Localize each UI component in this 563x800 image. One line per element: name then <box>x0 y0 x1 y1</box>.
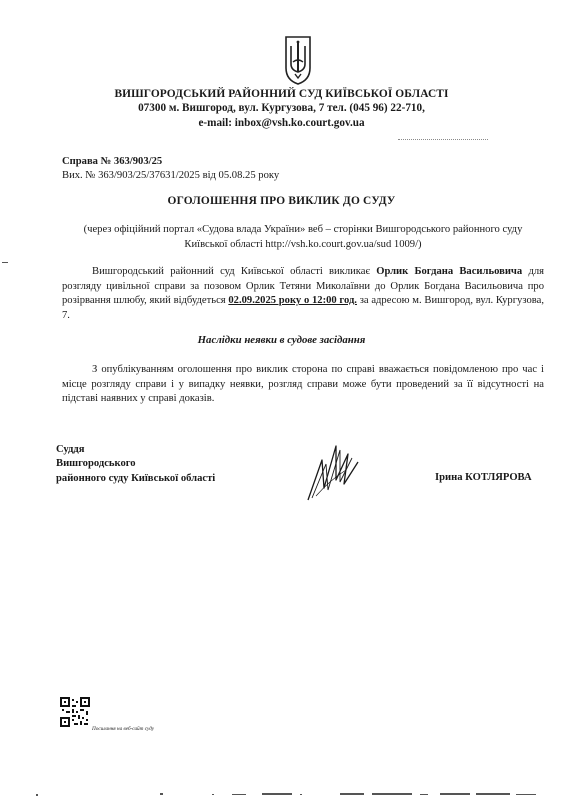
qr-code-icon <box>60 697 90 727</box>
defendant-name: Орлик Богдана Васильовича <box>376 266 523 277</box>
outgoing-date: від 05.08.25 року <box>202 170 280 181</box>
outgoing-number: Вих. № 363/903/25/37631/2025 <box>62 170 200 181</box>
header-divider <box>398 139 488 140</box>
trident-emblem-icon <box>284 34 312 86</box>
publication-note-line2: Київської області http://vsh.ko.court.gov.ua/sud 1009/) <box>184 239 422 250</box>
document-title: ОГОЛОШЕННЯ ПРО ВИКЛИК ДО СУДУ <box>167 195 396 207</box>
margin-mark <box>2 262 8 263</box>
signature-title-1: Суддя <box>56 444 85 455</box>
summons-paragraph <box>62 265 544 323</box>
hearing-datetime: 02.09.2025 року о 12:00 год. <box>228 295 357 307</box>
court-address: 07300 м. Вишгород, вул. Кургузова, 7 тел. (045 96) 22-710, <box>138 102 425 114</box>
judge-name: Ірина КОТЛЯРОВА <box>435 472 532 483</box>
case-number: Справа № 363/903/25 <box>62 156 163 167</box>
summons-text-2: для розгляду цивільної справи за позовом Орлик Тетяни Миколаївни до Орлик Богдана Васильовича про розірвання шлюбу, який відбудеться <box>62 266 544 307</box>
court-email: e-mail: inbox@vsh.ko.court.gov.ua <box>198 117 365 129</box>
signature-block <box>56 443 215 486</box>
summons-text-1: Вишгородський районний суд Київської області викликає <box>92 266 377 277</box>
qr-caption: Посилання на веб-сайт суду <box>92 726 155 732</box>
summons-text-3: за адресою м. Вишгород, вул. Кургузова, 7. <box>62 295 544 321</box>
consequences-paragraph: З опублікуванням оголошення про виклик сторона по справі вважається повідомленою про час і місце розгляду справи і у випадку неявки, розгляд справи може бути проведений за її відсутності на підставі наявних у справі доказів. <box>62 364 544 405</box>
consequences-heading: Наслідки неявки в судове засідання <box>197 334 366 346</box>
signature-title-2: Вишгородського <box>56 458 136 470</box>
handwritten-signature-icon <box>300 440 370 506</box>
signature-title-3: районного суду Київської області <box>56 472 216 484</box>
publication-note-line1: (через офіційний портал «Судова влада України» веб – сторінки Вишгородського районного суду <box>83 224 523 235</box>
scan-artifacts <box>0 788 563 800</box>
publication-note <box>62 222 544 252</box>
court-name: ВИШГОРОДСЬКИЙ РАЙОННИЙ СУД КИЇВСЬКОЇ ОБЛАСТІ <box>114 88 449 100</box>
outgoing-number-line <box>62 170 279 181</box>
